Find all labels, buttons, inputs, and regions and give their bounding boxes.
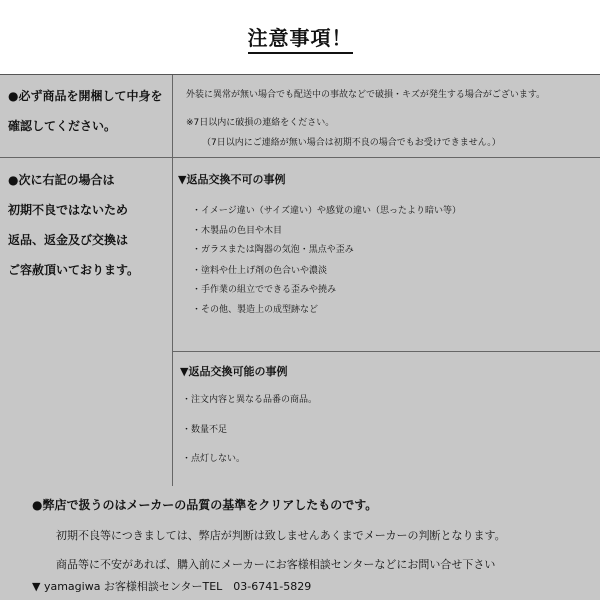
ng-item: ・塗料や仕上げ剤の色合いや濃淡 [192,266,328,276]
row1-left-line: ●必ず商品を開梱して中身を [8,89,163,103]
footer-line-2: 初期不良等につきましては、弊店が判断は致しませんあくまでメーカーの判断となります。 [56,529,506,542]
ng-heading: ▼返品交換不可の事例 [178,173,286,186]
notice-table [0,74,600,488]
section-divider [172,351,600,352]
row-divider [0,157,600,158]
footer-contact-line: ▼ yamagiwa お客様相談センターTEL 03-6741-5829 [32,580,312,593]
ok-item: ・点灯しない。 [182,454,246,464]
footer-line-3: 商品等に不安があれば、購入前にメーカーにお客様相談センターなどにお問い合せ下さい [56,558,496,571]
footer-notice [0,486,600,600]
ng-item: ・手作業の組立でできる歪みや撓み [192,285,337,295]
ok-item: ・注文内容と異なる品番の商品。 [182,395,318,405]
row1-right-line: 外装に異常が無い場合でも配送中の事故などで破損・キズが発生する場合がございます。 [186,90,546,100]
row2-left-line: ●次に右記の場合は [8,173,115,187]
ng-item: ・イメージ違い（サイズ違い）や感覚の違い（思ったより暗い等） [192,206,462,216]
page-title [0,22,600,51]
row2-left-line: ご容赦頂いております。 [8,263,140,277]
column-divider [172,75,173,487]
footer-line-1: ●弊店で扱うのはメーカーの品質の基準をクリアしたものです。 [32,498,378,512]
ng-item: ・ガラスまたは陶器の気泡・黒点や歪み [192,245,354,255]
row1-right-line: ※7日以内に破損の連絡をください。 [186,118,335,128]
row1-left-line: 確認してください。 [8,119,117,133]
row2-left-line: 返品、返金及び交換は [8,233,129,247]
ng-item: ・その他、製造上の成型跡など [192,305,319,315]
ok-item: ・数量不足 [182,425,228,435]
ng-item: ・木製品の色目や木目 [192,226,283,236]
row1-right-line: （7日以内にご連絡が無い場合は初期不良の場合でもお受けできません。） [202,138,501,148]
row2-left-line: 初期不良ではないため [8,203,129,217]
page-title-text: 注意事項！ [248,26,353,54]
ok-heading: ▼返品交換可能の事例 [180,365,288,378]
